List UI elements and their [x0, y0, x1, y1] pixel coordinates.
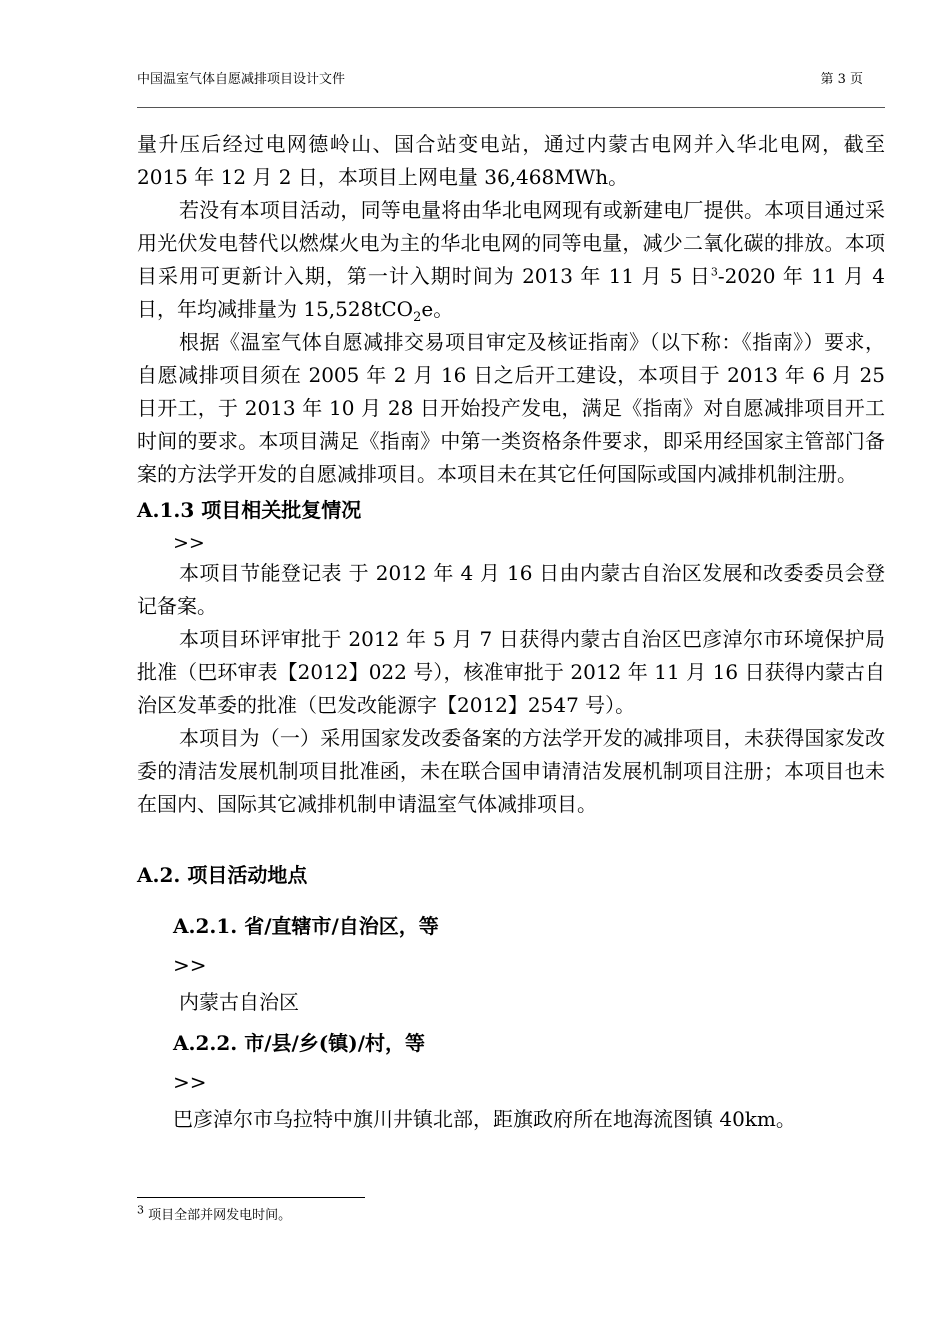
- page-number: 第 3 页: [820, 72, 863, 87]
- document-body: [137, 128, 885, 1140]
- section-marker: >>: [173, 953, 207, 977]
- subsection-heading-a21: A.2.1. 省/直辖市/自治区，等: [173, 914, 439, 938]
- section-heading-a13: A.1.3 项目相关批复情况: [137, 498, 362, 522]
- footnote-ref: 3: [710, 265, 718, 279]
- paragraph-cdm-status: 本项目为（一）采用国家发改委备案的方法学开发的减排项目，未获得国家发改委的清洁发展机制项目批准函，未在联合国申请清洁发展机制项目注册；本项目也未在国内、国际其它减排机制申请温室气体减排项目。: [137, 726, 885, 816]
- location-value: 巴彦淖尔市乌拉特中旗川井镇北部，距旗政府所在地海流图镇 40km。: [173, 1107, 796, 1131]
- subsection-heading-a22: A.2.2. 市/县/乡(镇)/村，等: [173, 1031, 426, 1055]
- footnote: $^3$ 项目全部并网发电时间。: [137, 1203, 292, 1223]
- page-header: [137, 68, 885, 90]
- paragraph-eia-approval: 本项目环评审批于 2012 年 5 月 7 日获得内蒙古自治区巴彦淖尔市环境保护局批准（巴环审表【2012】022 号），核准审批于 2012 年 11 月 16 日获得内蒙古自治区发革委的批准（巴发改能源字【2012】2547 号）。: [137, 627, 885, 717]
- paragraph-eligibility: 根据《温室气体自愿减排交易项目审定及核证指南》（以下称：《指南》）要求，自愿减排项目须在 2005 年 2 月 16 日之后开工建设，本项目于 2013 年 6 月 25 日开工，于 2013 年 10 月 28 日开始投产发电，满足《指南》对自愿减排项目开工时间的要求。本项目满足《指南》中第一类资格条件要求，即采用经国家主管部门备案的方法学开发的自愿减排项目。本项目未在其它任何国际或国内减排机制注册。: [137, 330, 885, 486]
- section-marker: >>: [173, 1070, 207, 1094]
- document-title: 中国温室气体自愿减排项目设计文件: [137, 72, 346, 87]
- paragraph-baseline: 若没有本项目活动，同等电量将由华北电网现有或新建电厂提供。本项目通过采用光伏发电替代以燃煤火电为主的华北电网的同等电量，减少二氧化碳的排放。本项目采用可更新计入期，第一计入期时间为 2013 年 11 月 5 日$^3$-2020 年 11 月 4 日，年均减排量为 15,528tCO$_2$e。: [137, 198, 885, 325]
- section-heading-a2: A.2. 项目活动地点: [137, 863, 308, 887]
- header-divider: [137, 107, 885, 108]
- paragraph-energy-registration: 本项目节能登记表 于 2012 年 4 月 16 日由内蒙古自治区发展和改委委员会登记备案。: [137, 561, 885, 618]
- province-value: 内蒙古自治区: [179, 990, 299, 1014]
- paragraph-grid-connection: 量升压后经过电网德岭山、国合站变电站，通过内蒙古电网并入华北电网，截至 2015 年 12 月 2 日，本项目上网电量 36,468MWh。: [137, 132, 885, 189]
- footnote-divider: [137, 1197, 365, 1198]
- section-marker: >>: [173, 532, 205, 554]
